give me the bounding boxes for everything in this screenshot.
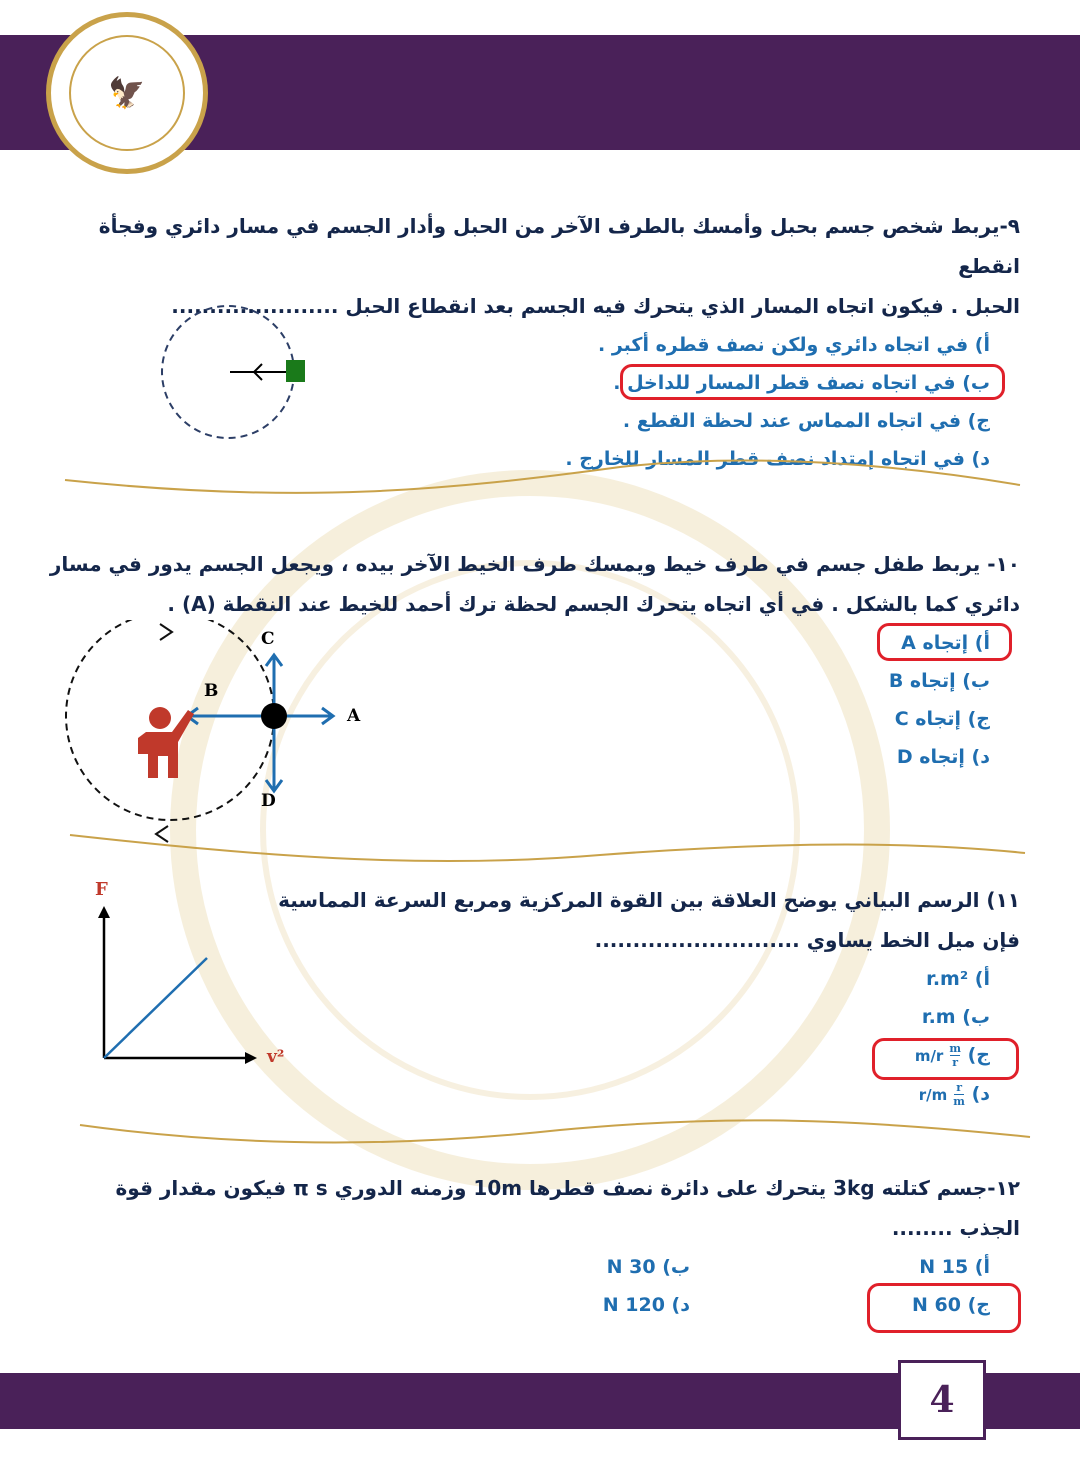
answer-mark xyxy=(877,623,1012,661)
y-axis-label: F xyxy=(95,879,108,900)
divider xyxy=(0,815,1080,875)
eagle-icon: 🦅 xyxy=(69,35,185,151)
graph-line xyxy=(104,958,207,1058)
question-10-figure xyxy=(60,620,380,845)
option-c[interactable]: ج) إتجاه C xyxy=(894,708,990,730)
option-d-letter: د) xyxy=(971,1083,990,1105)
question-9-line-2: الحبل . فيكون اتجاه المسار الذي يتحرك فيه الجسم بعد انقطاع الحبل ...................... xyxy=(171,294,1020,318)
option-c[interactable]: ج) 60 N xyxy=(912,1294,990,1316)
option-b[interactable]: ب) 30 N xyxy=(606,1256,690,1278)
option-a[interactable]: أ) 15 N xyxy=(919,1256,990,1278)
question-12-line-2: الجذب ........ xyxy=(891,1216,1020,1240)
label-a: A xyxy=(347,706,361,726)
label-b: B xyxy=(204,681,219,701)
option-a-value: r.m² xyxy=(926,968,969,990)
x-axis-label: v² xyxy=(267,1047,285,1067)
fraction-m-over-r: $\frac{m}{r}$ xyxy=(949,1042,961,1069)
option-c[interactable]: ج) في اتجاه المماس عند لحظة القطع . xyxy=(622,410,990,432)
answer-mark xyxy=(620,364,1005,400)
page-number: 4 xyxy=(898,1360,986,1440)
option-a[interactable]: أ) في اتجاه دائري ولكن نصف قطره أكبر . xyxy=(597,334,990,356)
answer-mark xyxy=(872,1038,1019,1080)
fraction-r-over-m: $\frac{r}{m}$ xyxy=(953,1081,965,1108)
option-d[interactable]: د) في اتجاه إمتداد نصف قطر المسار للخارج . xyxy=(565,448,990,470)
option-c-value: m/r xyxy=(914,1047,944,1065)
option-b[interactable]: ب) في اتجاه نصف قطر المسار للداخل . xyxy=(613,372,990,394)
option-b[interactable]: ب) إتجاه B xyxy=(888,670,990,692)
question-10-line-1: ١٠- يربط طفل جسم في طرف خيط ويمسك طرف الخيط الآخر بيده ، ويجعل الجسم يدور في مسار xyxy=(49,552,1020,576)
option-b[interactable] xyxy=(922,998,990,1036)
label-d: D xyxy=(261,791,276,811)
child-icon xyxy=(138,707,194,778)
option-d[interactable]: د) إتجاه D xyxy=(896,746,990,768)
divider xyxy=(0,1105,1080,1165)
question-9-figure xyxy=(150,300,310,450)
divider xyxy=(0,455,1080,515)
question-10-line-2: دائري كما بالشكل . في أي اتجاه يتحرك الجسم لحظة ترك أحمد للخيط عند النقطة (A) . xyxy=(167,592,1020,616)
option-c-letter: ج) xyxy=(967,1044,990,1066)
question-9-line-1: ٩-يربط شخص جسم بحبل وأمسك بالطرف الآخر من الحبل وأدار الجسم في مسار دائري وفجأة انقطع xyxy=(98,214,1020,278)
option-d-value: r/m xyxy=(918,1086,948,1104)
question-11-line-2: فإن ميل الخط يساوي ........................... xyxy=(594,928,1020,952)
option-d[interactable]: د) 120 N xyxy=(602,1294,690,1316)
question-11-options xyxy=(915,960,990,1114)
option-a-letter: أ) xyxy=(974,968,990,990)
answer-mark xyxy=(867,1283,1021,1333)
option-b-value: r.m xyxy=(921,1006,956,1028)
arrow-icon xyxy=(160,624,172,640)
object-dot xyxy=(261,703,287,729)
question-11-line-1: ١١) الرسم البياني يوضح العلاقة بين القوة المركزية ومربع السرعة المماسية xyxy=(278,888,1020,912)
question-11-graph xyxy=(85,870,305,1070)
question-12-line-1: ١٢-جسم كتلته 3kg يتحرك على دائرة نصف قطرها 10m وزمنه الدوري π s فيكون مقدار قوة xyxy=(115,1176,1020,1200)
option-a[interactable]: أ) إتجاه A xyxy=(901,632,990,654)
option-b-letter: ب) xyxy=(962,1006,990,1028)
ministry-logo xyxy=(46,12,208,174)
label-c: C xyxy=(261,629,275,649)
green-object xyxy=(286,360,305,382)
option-a[interactable] xyxy=(926,960,990,998)
